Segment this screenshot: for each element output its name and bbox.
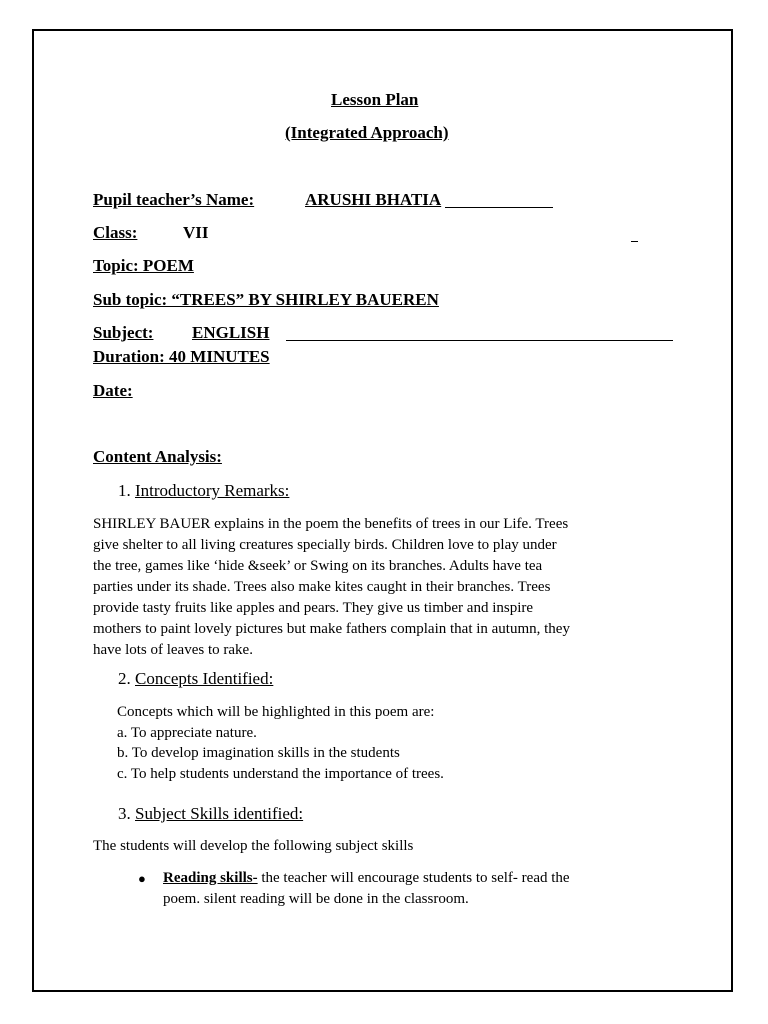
pupil-teacher-value: ARUSHI BHATIA	[305, 190, 442, 209]
concepts-intro: Concepts which will be highlighted in this poem are:	[117, 704, 435, 720]
paragraph-line: have lots of leaves to rake.	[93, 642, 253, 658]
intro-paragraph	[93, 514, 683, 661]
list-item: b. To develop imagination skills in the students	[117, 745, 400, 761]
section-number: 3.	[118, 804, 131, 823]
paragraph-line: provide tasty fruits like apples and pears. They give us timber and inspire	[93, 600, 534, 616]
name-underline	[445, 207, 553, 208]
class-label: Class:	[93, 223, 138, 242]
subject-value: ENGLISH	[192, 323, 270, 342]
section-concepts-identified	[118, 669, 273, 689]
skills-intro: The students will develop the following subject skills	[93, 838, 414, 854]
concepts-list	[117, 702, 707, 784]
paragraph-line: the tree, games like ‘hide &seek’ or Swing on its branches. Adults have tea	[93, 558, 543, 574]
class-value: VII	[183, 223, 209, 242]
paragraph-line: parties under its shade. Trees also make kites caught in their branches. Trees	[93, 579, 551, 595]
skill-item-reading	[163, 868, 570, 889]
section-title: Subject Skills identified:	[135, 804, 304, 823]
list-item: c. To help students understand the importance of trees.	[117, 765, 444, 782]
bullet-icon: ●	[138, 871, 146, 886]
paragraph-line: mothers to paint lovely pictures but make fathers complain that in autumn, they	[93, 621, 570, 637]
section-number: 2.	[118, 669, 131, 688]
section-title: Concepts Identified:	[135, 669, 274, 688]
topic: Topic: POEM	[93, 256, 194, 275]
list-item: a. To appreciate nature.	[117, 724, 257, 741]
subject-label: Subject:	[93, 323, 154, 342]
class-underline	[631, 241, 638, 242]
content-analysis-heading: Content Analysis:	[93, 447, 222, 466]
section-subject-skills	[118, 804, 303, 824]
pupil-teacher-label: Pupil teacher’s Name:	[93, 190, 255, 209]
skill-description: the teacher will encourage students to self- read the	[257, 870, 570, 886]
section-title: Introductory Remarks:	[135, 481, 290, 500]
section-introductory-remarks	[118, 481, 289, 501]
skill-label: Reading skills-	[163, 870, 258, 886]
date: Date:	[93, 381, 133, 400]
skill-description-continued: poem. silent reading will be done in the classroom.	[163, 891, 469, 907]
sub-topic: Sub topic: “TREES” BY SHIRLEY BAUEREN	[93, 290, 439, 309]
document-title: Lesson Plan	[331, 90, 419, 109]
duration: Duration: 40 MINUTES	[93, 347, 270, 366]
document-subtitle: (Integrated Approach)	[285, 123, 449, 142]
section-number: 1.	[118, 481, 131, 500]
subject-underline	[286, 340, 673, 341]
paragraph-line: give shelter to all living creatures specially birds. Children love to play under	[93, 537, 557, 553]
paragraph-line: SHIRLEY BAUER explains in the poem the benefits of trees in our Life. Trees	[93, 516, 569, 532]
